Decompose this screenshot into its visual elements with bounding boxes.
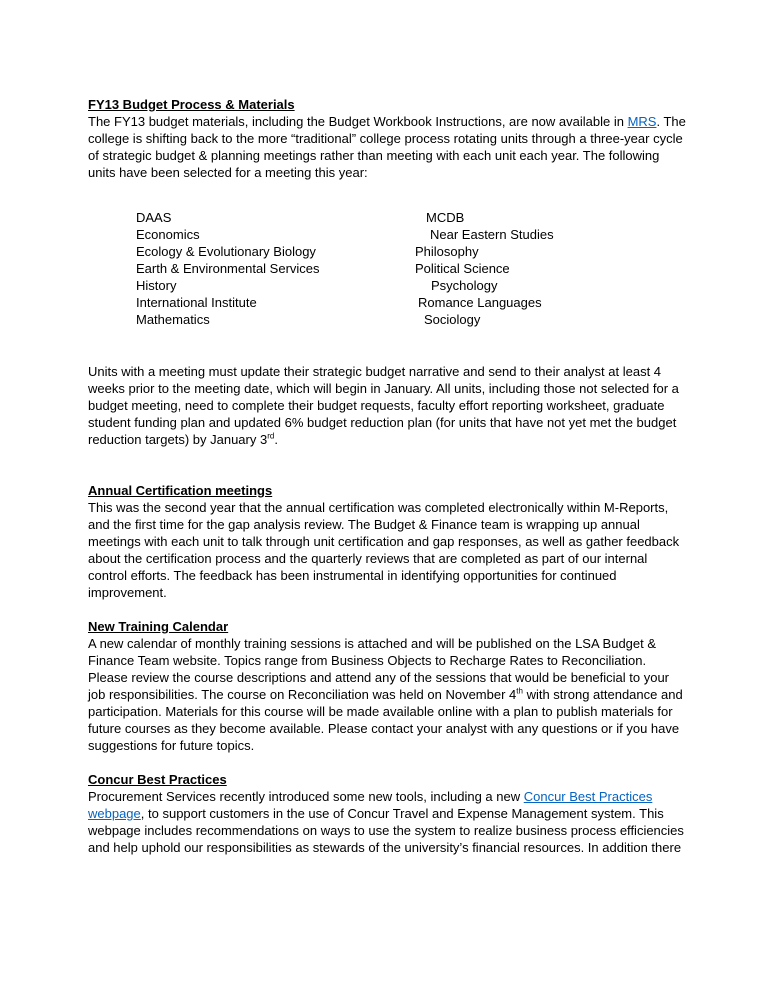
certification-heading: Annual Certification meetings	[88, 483, 273, 498]
concur-text-end: , to support customers in the use of Concur Travel and Expense Management system. This webpage includes recommendations on ways to use the system to realize business process efficiencies and help uphold our responsibilities as stewards of the university’s financial resources. In addition there	[88, 806, 684, 855]
concur-best-practices-link[interactable]: Concur Best Practices webpage	[88, 789, 653, 821]
unit-item: Romance Languages	[418, 295, 542, 310]
unit-item: Psychology	[431, 278, 498, 293]
training-text: A new calendar of monthly training sessions is attached and will be published on the LSA Budget & Finance Team website. Topics range from Business Objects to Recharge Rates to Reconciliation. Please review the course descriptions and attend any of the sessions that would be beneficial to your job responsibilities. The course on Reconciliation was held on November 4	[88, 636, 670, 702]
budget-paragraph-1	[88, 113, 688, 181]
budget-paragraph-2	[88, 363, 688, 448]
budget-p1-text-end: . The college is shifting back to the more “traditional” college process rotating units through a three-year cycle of strategic budget & planning meetings rather than meeting with each unit each year. The following units have been selected for a meeting this year:	[88, 114, 686, 180]
concur-paragraph	[88, 788, 688, 856]
unit-item: MCDB	[426, 210, 465, 225]
mrs-link[interactable]: MRS	[627, 114, 657, 129]
unit-item: International Institute	[136, 295, 257, 310]
unit-item: Economics	[136, 227, 200, 242]
budget-p1-text: The FY13 budget materials, including the Budget Workbook Instructions, are now available in	[88, 114, 628, 129]
training-heading: New Training Calendar	[88, 619, 229, 634]
concur-section	[88, 771, 688, 856]
certification-paragraph: This was the second year that the annual certification was completed electronically within M-Reports, and the first time for the gap analysis review. The Budget & Finance team is wrapping up annual meetings with each unit to talk through unit certification and gap responses, as well as gather feedback about the certification process and the quarterly reviews that are completed as part of our internal control efforts. The feedback has been instrumental in identifying opportunities for continued improvement.	[88, 500, 680, 600]
unit-item: DAAS	[136, 210, 172, 225]
units-left-column	[136, 209, 320, 328]
unit-item: Mathematics	[136, 312, 210, 327]
concur-heading: Concur Best Practices	[88, 772, 227, 787]
unit-item: Philosophy	[415, 244, 479, 259]
budget-section	[88, 96, 688, 448]
unit-item: Ecology & Evolutionary Biology	[136, 244, 316, 259]
unit-item: Near Eastern Studies	[430, 227, 554, 242]
training-superscript: th	[516, 686, 523, 696]
concur-text: Procurement Services recently introduced some new tools, including a new	[88, 789, 524, 804]
training-text-end: with strong attendance and participation. Materials for this course will be made available online with a plan to publish materials for future courses as they become available. Please contact your analyst with any questions or if you have suggestions for future topics.	[88, 687, 683, 753]
training-section	[88, 618, 688, 754]
unit-item: Political Science	[415, 261, 510, 276]
unit-item: History	[136, 278, 177, 293]
budget-p2-text-end: .	[274, 432, 278, 447]
units-list	[88, 209, 688, 329]
budget-heading: FY13 Budget Process & Materials	[88, 97, 295, 112]
unit-item: Earth & Environmental Services	[136, 261, 320, 276]
unit-item: Sociology	[424, 312, 481, 327]
training-paragraph	[88, 635, 688, 754]
budget-p2-text: Units with a meeting must update their strategic budget narrative and send to their analyst at least 4 weeks prior to the meeting date, which will begin in January. All units, including those not selected for a budget meeting, need to complete their budget requests, faculty effort reporting worksheet, graduate student funding plan and updated 6% budget reduction plan (for units that have not yet met the budget reduction targets) by January 3	[88, 364, 679, 447]
budget-p2-superscript: rd	[267, 431, 275, 441]
certification-section	[88, 482, 688, 601]
document-page	[88, 96, 688, 856]
